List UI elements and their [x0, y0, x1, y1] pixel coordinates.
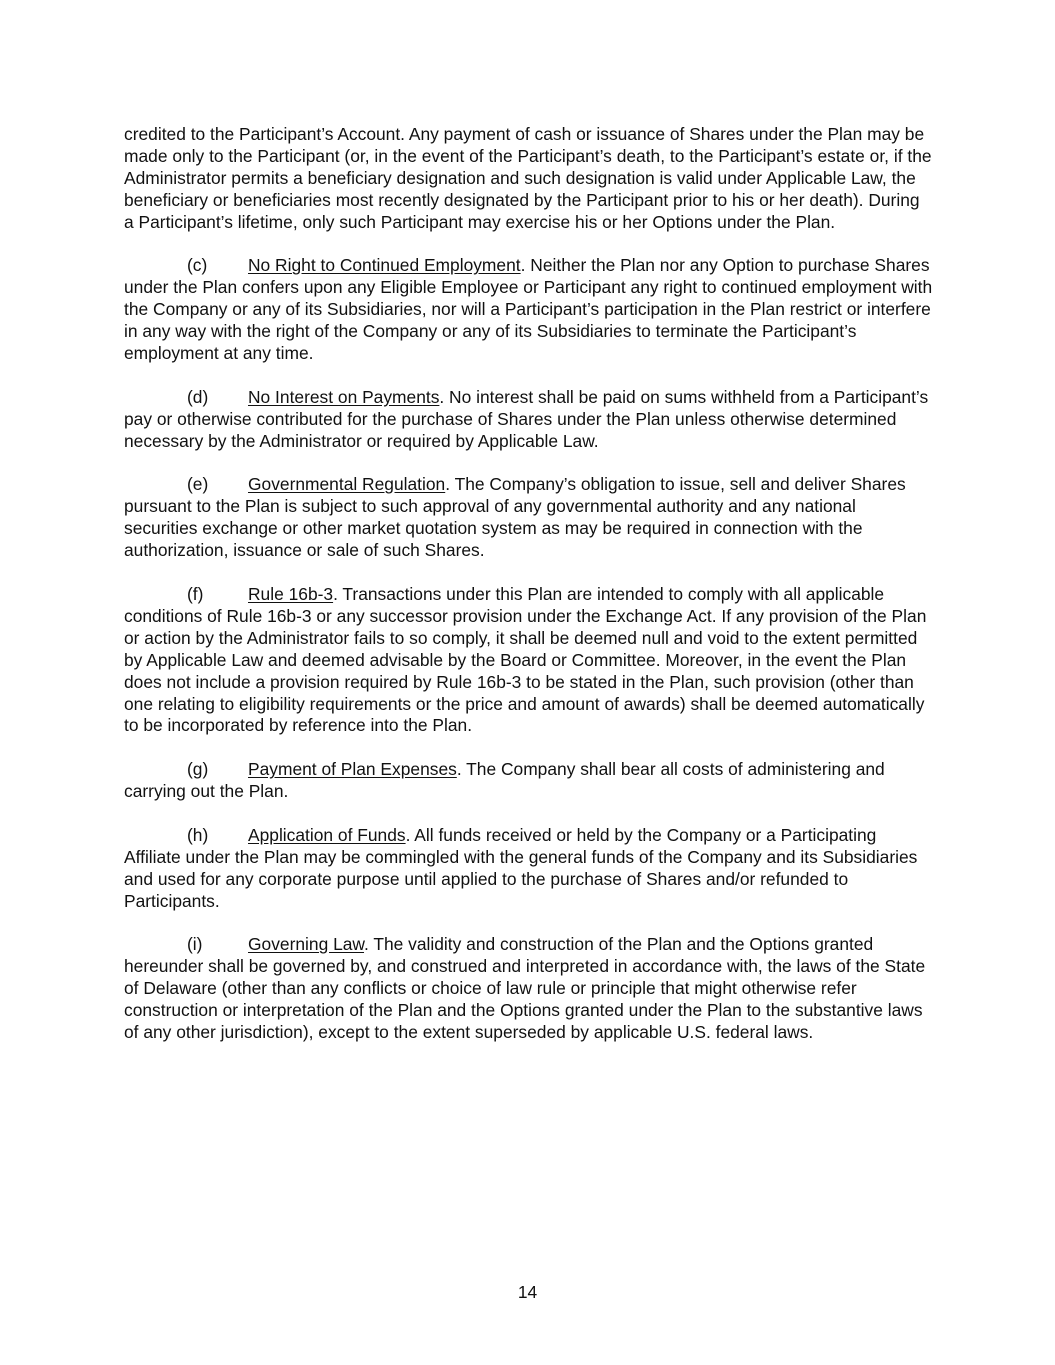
section-number: (d)	[187, 386, 209, 407]
section-h	[124, 825, 934, 913]
section-number: (g)	[187, 759, 209, 780]
section-number: (c)	[187, 255, 208, 276]
section-heading: Governmental Regulation	[248, 474, 446, 495]
section-text: . Neither the Plan nor any Option to purchase Shares under the Plan confers upon any Eligible Employee or Participant any right to continued employment with the Company or any of its Subsidiaries, nor will a Participant’s participation in the Plan restrict or interfere in any way with the right of the Company or any of its Subsidiaries to terminate the Participant’s employment at any time.	[124, 255, 933, 364]
section-g	[124, 759, 934, 803]
section-e	[124, 474, 934, 562]
section-heading: Application of Funds	[248, 824, 406, 845]
continuation-paragraph: credited to the Participant’s Account. Any payment of cash or issuance of Shares under the Plan may be made only to the Participant (or, in the event of the Participant’s death, to the Participant’s estate or, if the Administrator permits a beneficiary designation and such designation is valid under Applicable Law, the beneficiary or beneficiaries most recently designated by the Participant prior to his or her death). During a Participant’s lifetime, only such Participant may exercise his or her Options under the Plan.	[124, 124, 932, 232]
section-d	[124, 387, 934, 453]
section-text: . Transactions under this Plan are intended to comply with all applicable conditions of Rule 16b-3 or any successor provision under the Exchange Act. If any provision of the Plan or action by the Administrator fails to so comply, it shall be deemed null and void to the extent permitted by Applicable Law and deemed advisable by the Board or Committee. Moreover, in the event the Plan does not include a provision required by Rule 16b-3 to be stated in the Plan, such provision (other than one relating to eligibility requirements or the price and amount of awards) shall be deemed automatically to be incorporated by reference into the Plan.	[124, 583, 927, 736]
section-heading: Payment of Plan Expenses	[248, 759, 457, 780]
section-number: (h)	[187, 824, 209, 845]
section-text: . The Company’s obligation to issue, sell and deliver Shares pursuant to the Plan is subject to such approval of any governmental authority and any national securities exchange or other market quotation system as may be required in connection with the authorization, issuance or sale of such Shares.	[124, 474, 906, 561]
section-heading: Rule 16b-3	[248, 583, 334, 604]
section-number: (i)	[187, 934, 203, 955]
section-text: . The validity and construction of the Plan and the Options granted hereunder shall be governed by, and construed and interpreted in accordance with, the laws of the State of Delaware (other than any conflicts or choice of law rule or principle that might otherwise refer construction or interpretation of the Plan and the Options granted under the Plan to the substantive laws of any other jurisdiction), except to the extent superseded by applicable U.S. federal laws.	[124, 934, 926, 1043]
section-f	[124, 584, 934, 737]
section-number: (e)	[187, 474, 209, 495]
section-heading: No Right to Continued Employment	[248, 255, 521, 276]
section-heading: Governing Law	[248, 934, 365, 955]
section-c	[124, 255, 934, 365]
page-number: 14	[517, 1282, 538, 1302]
section-heading: No Interest on Payments	[248, 386, 440, 407]
section-text: . All funds received or held by the Company or a Participating Affiliate under the Plan may be commingled with the general funds of the Company and its Subsidiaries and used for any corporate purpose until applied to the purchase of Shares and/or refunded to Participants.	[124, 824, 918, 911]
section-i	[124, 934, 934, 1044]
section-text: . The Company shall bear all costs of administering and carrying out the Plan.	[124, 759, 885, 802]
section-text: . No interest shall be paid on sums withheld from a Participant’s pay or otherwise contributed for the purchase of Shares under the Plan unless otherwise determined necessary by the Administrator or required by Applicable Law.	[124, 386, 929, 451]
document-page	[124, 124, 934, 1066]
section-number: (f)	[187, 583, 204, 604]
